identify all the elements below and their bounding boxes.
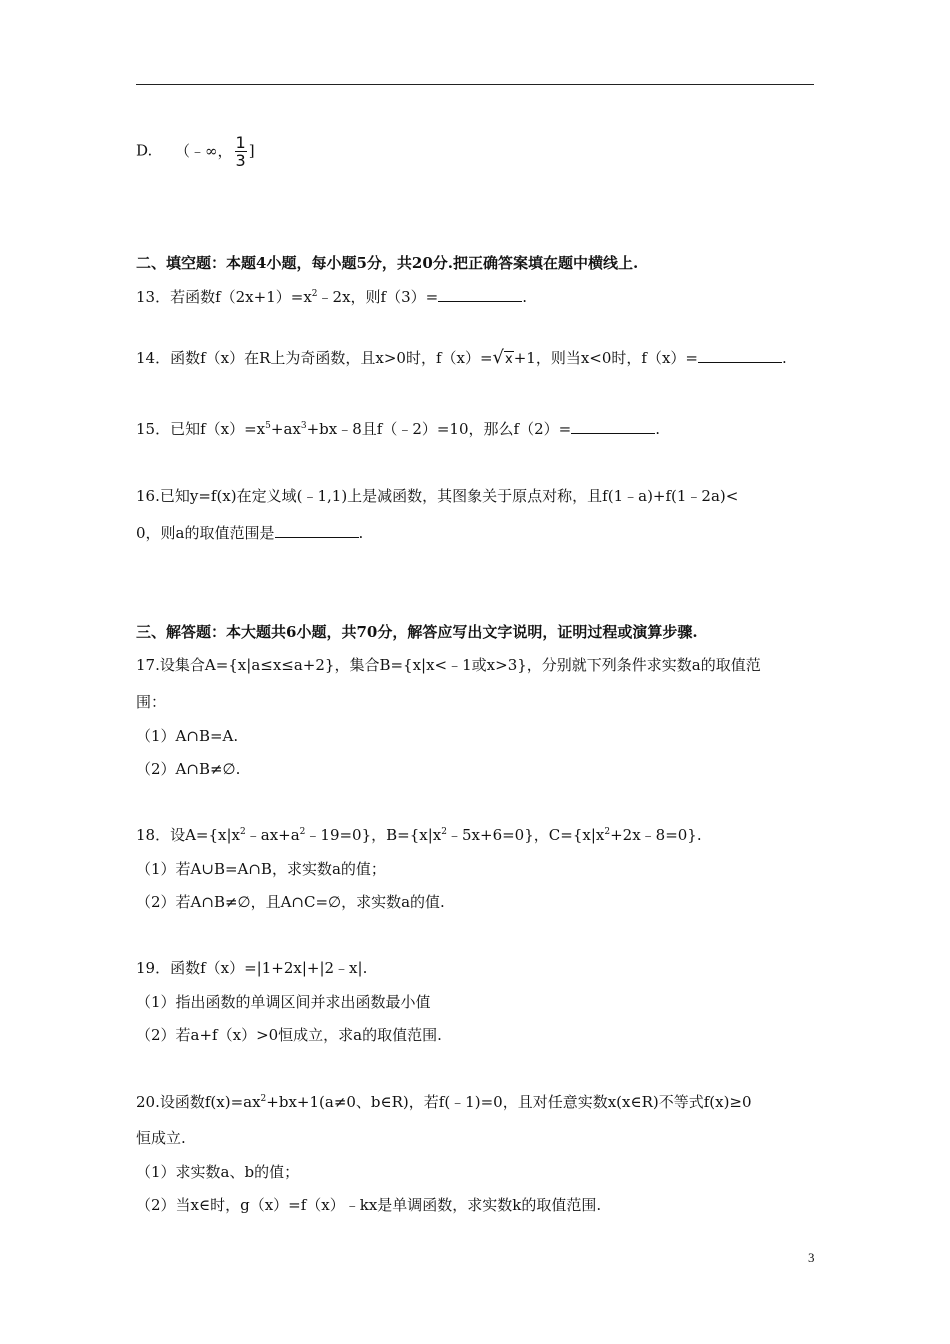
q20-part2: +bx+1(a≠0、b∈R)，若f(﹣1)=0，且对任意实数x(x∈R)不等式f(x)≥0 (266, 1093, 752, 1111)
option-d-close: ] (248, 141, 255, 160)
question-17-sub1: （1）A∩B=A. (136, 727, 239, 745)
q15-part1: 15．已知f（x）=x (136, 420, 266, 438)
fraction-denominator: 3 (235, 151, 246, 170)
page-number: 3 (808, 1250, 815, 1265)
question-20-sub2: （2）当x∈时，g（x）=f（x）﹣kx是单调函数，求实数k的取值范围. (136, 1196, 602, 1214)
section-solution-heading: 三、解答题：本大题共6小题，共70分，解答应写出文字说明，证明过程或演算步骤. (136, 623, 698, 641)
question-13 (136, 287, 527, 307)
question-20-line1 (136, 1092, 752, 1112)
header-rule (136, 84, 814, 85)
fraction-numerator: 1 (235, 133, 246, 152)
q18-exp2: 2 (299, 827, 306, 837)
option-d-label: D. (136, 141, 153, 160)
question-19-sub1: （1）指出函数的单调区间并求出函数最小值 (136, 993, 431, 1011)
q16-answer-blank[interactable] (275, 523, 359, 538)
sqrt-symbol (493, 348, 514, 370)
q15-end: . (655, 420, 660, 438)
q15-part2: +ax (270, 420, 301, 438)
q14-end: . (782, 349, 787, 367)
q13-mid: ﹣2x，则f（3）= (317, 288, 439, 306)
option-d (136, 134, 255, 169)
q18-exp4: 2 (604, 827, 611, 837)
question-16-line2 (136, 523, 363, 543)
q14-answer-blank[interactable] (698, 348, 782, 363)
q18-part5: +2x﹣8=0}. (610, 826, 702, 844)
question-17-line1: 17.设集合A={x|a≤x≤a+2}，集合B={x|x<﹣1或x>3}，分别就下列条件求实数a的取值范 (136, 656, 761, 674)
question-17-line2: 围： (136, 693, 167, 711)
question-20-sub1: （1）求实数a、b的值； (136, 1163, 300, 1181)
q15-exp1: 5 (265, 421, 271, 431)
q15-exp2: 3 (300, 421, 307, 431)
question-16-line1: 16.已知y=f(x)在定义域(﹣1,1)上是减函数，其图象关于原点对称，且f(1﹣a)+f(1﹣2a)< (136, 487, 739, 505)
q20-part1: 20.设函数f(x)=ax (136, 1093, 261, 1111)
q14-mid: +1，则当x<0时，f（x）= (513, 349, 698, 367)
q16-line2-text: 0，则a的取值范围是 (136, 524, 275, 542)
q18-part4: ﹣5x+6=0}，C={x|x (447, 826, 605, 844)
q18-exp3: 2 (441, 827, 447, 837)
q14-prefix: 14．函数f（x）在R上为奇函数，且x>0时，f（x）= (136, 349, 493, 367)
section-fill-in-heading: 二、填空题：本题4小题，每小题5分，共20分.把正确答案填在题中横线上. (136, 254, 639, 272)
option-d-open: （﹣∞， (175, 141, 233, 160)
radicand: x (505, 352, 513, 367)
q18-part1: 18．设A={x|x (136, 826, 241, 844)
question-17-sub2: （2）A∩B≠∅. (136, 760, 241, 778)
question-19-sub2: （2）若a+f（x）>0恒成立，求a的取值范围. (136, 1026, 442, 1044)
q13-answer-blank[interactable] (438, 287, 522, 302)
q18-part3: ﹣19=0}，B={x|x (305, 826, 442, 844)
q15-part3: +bx﹣8且f（﹣2）=10，那么f（2）= (306, 420, 572, 438)
q13-exponent: 2 (311, 289, 318, 299)
question-19-line1: 19．函数f（x）=|1+2x|+|2﹣x|. (136, 959, 368, 977)
q16-end: . (358, 524, 364, 542)
radical-sign: √ (492, 347, 505, 368)
q18-exp1: 2 (240, 827, 246, 837)
q15-answer-blank[interactable] (571, 419, 655, 434)
question-14 (136, 348, 787, 370)
question-18-sub1: （1）若A∪B=A∩B，求实数a的值； (136, 860, 386, 878)
question-18 (136, 825, 702, 845)
q20-exp1: 2 (260, 1094, 267, 1104)
question-15 (136, 419, 660, 439)
question-20-line2: 恒成立. (136, 1129, 186, 1147)
q18-part2: ﹣ax+a (245, 826, 300, 844)
q13-prefix: 13．若函数f（2x+1）=x (136, 288, 312, 306)
option-d-fraction (235, 134, 247, 169)
question-18-sub2: （2）若A∩B≠∅，且A∩C=∅，求实数a的值. (136, 893, 445, 911)
q13-end: . (522, 288, 527, 306)
